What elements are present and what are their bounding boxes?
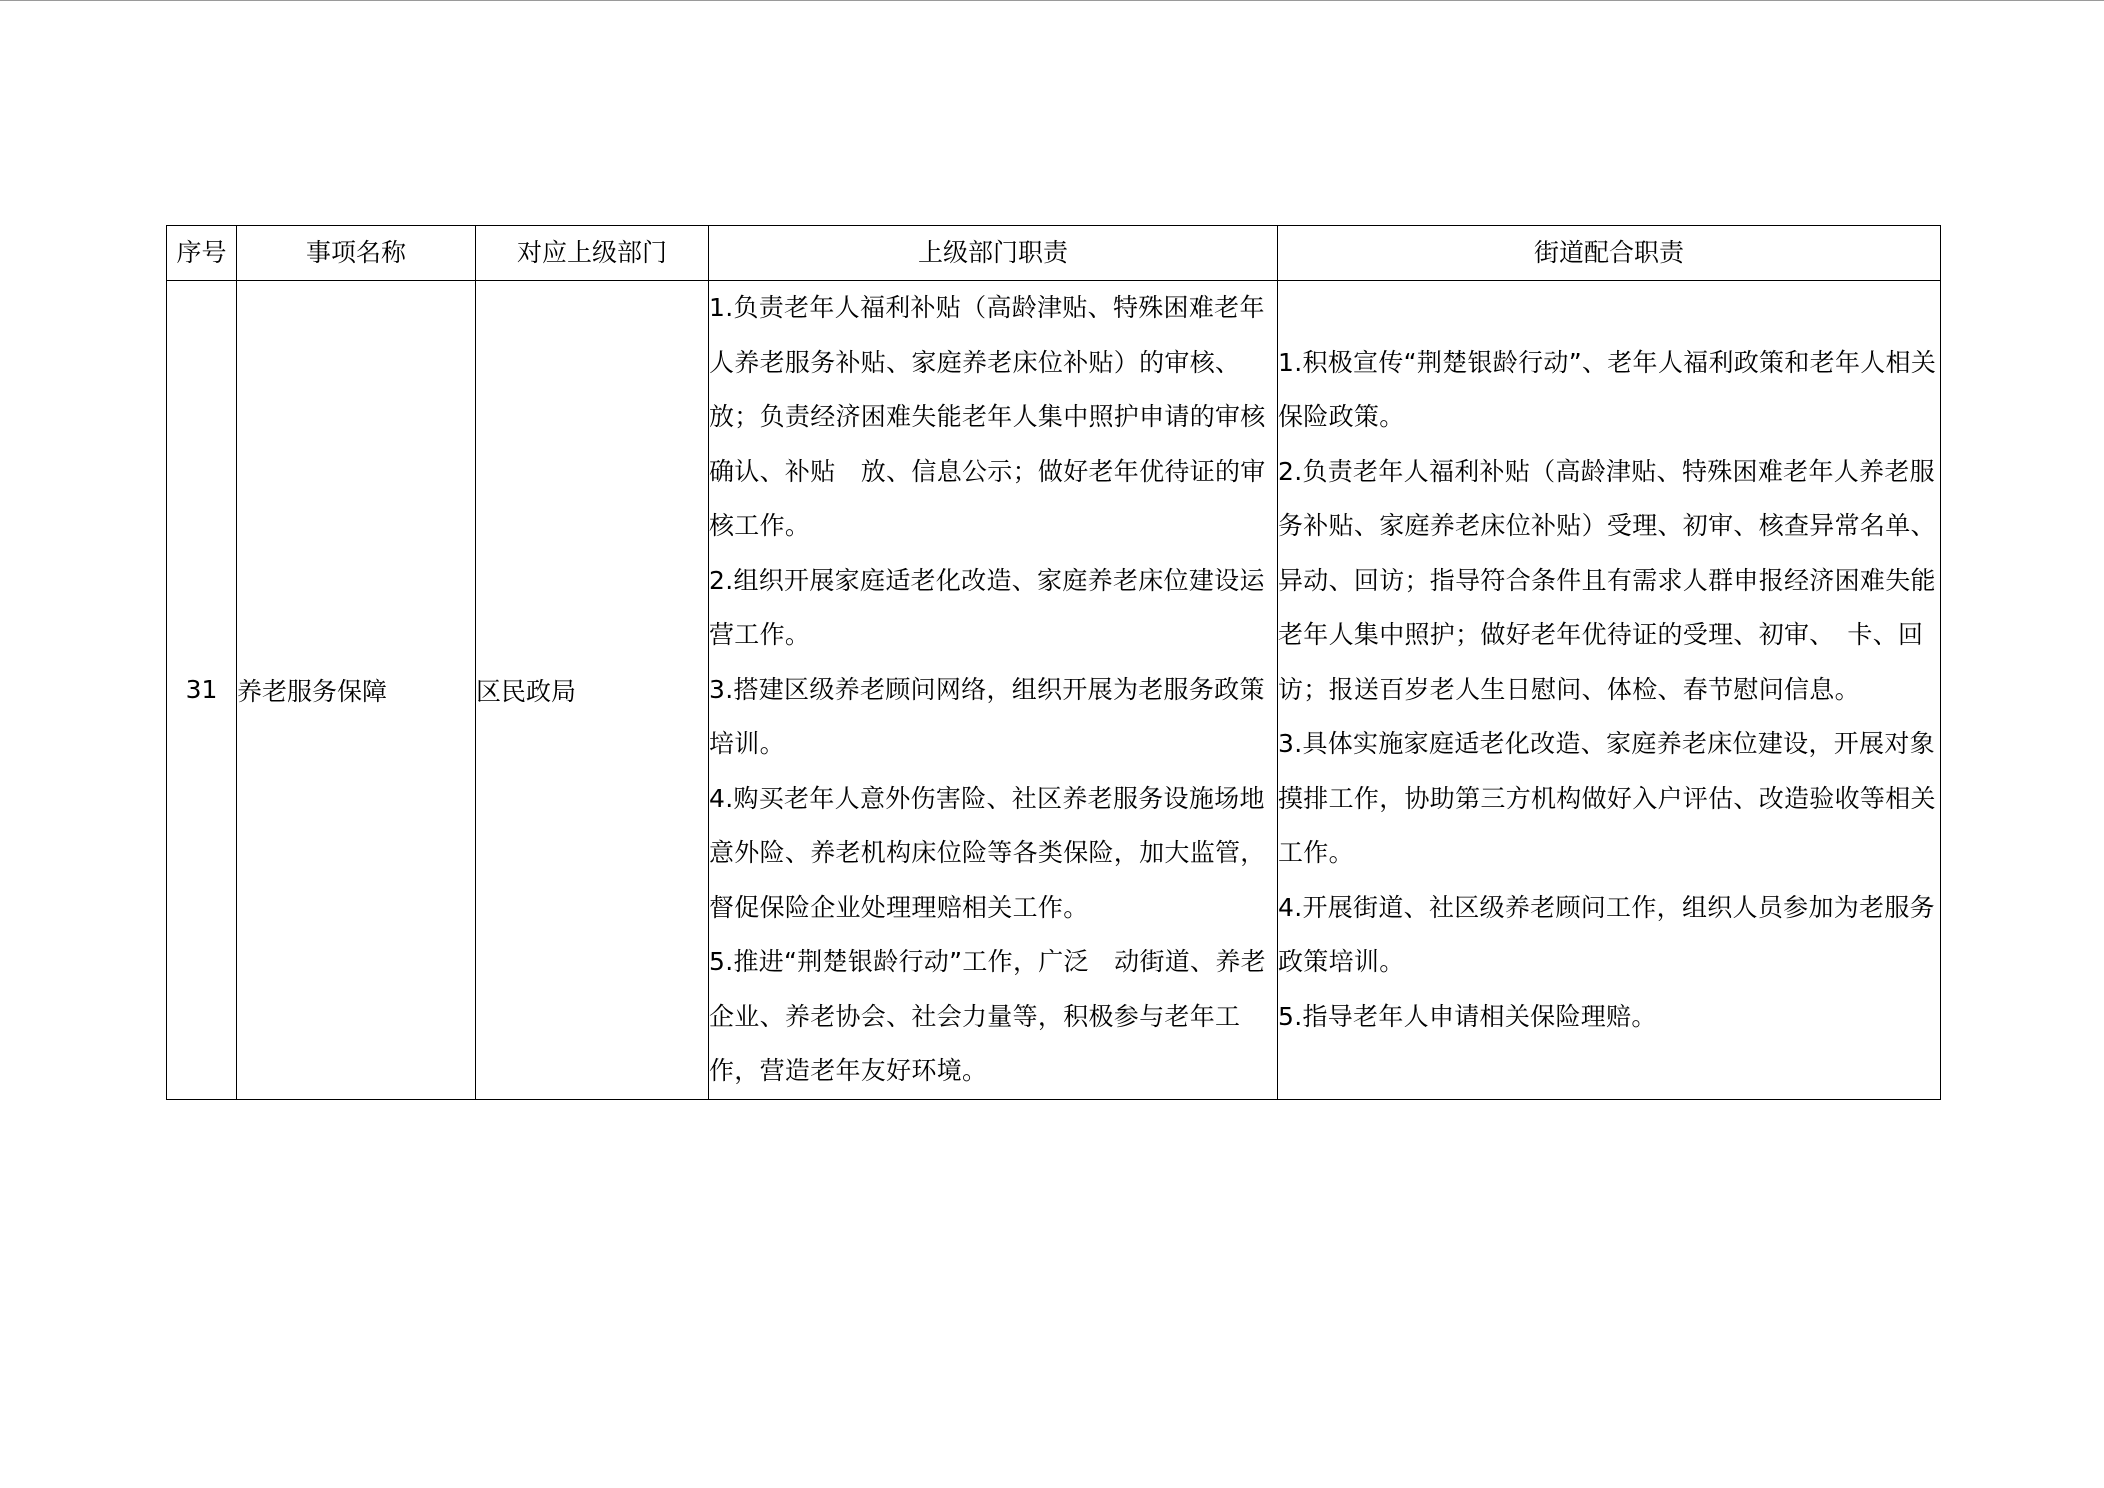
street-duty-1: 1.积极宣传“荆楚银龄行动”、老年人福利政策和老年人相关保险政策。	[1278, 347, 1937, 431]
header-item-name: 事项名称	[237, 226, 476, 281]
header-department: 对应上级部门	[476, 226, 709, 281]
street-duty-3: 3.具体实施家庭适老化改造、家庭养老床位建设，开展对象摸排工作，协助第三方机构做好入户评估、改造验收等相关工作。	[1278, 729, 1936, 867]
header-superior-duties: 上级部门职责	[709, 226, 1278, 281]
cell-item-name: 养老服务保障	[237, 281, 476, 1100]
street-duty-5: 5.指导老年人申请相关保险理赔。	[1278, 1001, 1657, 1031]
cell-superior-duties	[709, 281, 1278, 1100]
street-duty-4: 4.开展街道、社区级养老顾问工作，组织人员参加为老服务政策培训。	[1278, 892, 1935, 976]
cell-department: 区民政局	[476, 281, 709, 1100]
superior-duty-2: 2.组织开展家庭适老化改造、家庭养老床位建设运营工作。	[709, 565, 1265, 649]
header-street-duties: 街道配合职责	[1278, 226, 1941, 281]
table-row	[167, 281, 1941, 1100]
header-row	[167, 226, 1941, 281]
cell-street-duties	[1278, 281, 1941, 1100]
duty-table	[166, 225, 1941, 1100]
superior-duty-3: 3.搭建区级养老顾问网络，组织开展为老服务政策培训。	[709, 674, 1265, 758]
superior-duty-5: 5.推进“荆楚银龄行动”工作，广泛 动街道、养老企业、养老协会、社会力量等，积极参与老年工作，营造老年友好环境。	[709, 947, 1266, 1085]
page-top-edge	[0, 0, 2104, 1]
header-no: 序号	[167, 226, 237, 281]
superior-duty-4: 4.购买老年人意外伤害险、社区养老服务设施场地意外险、养老机构床位险等各类保险，加大监管，督促保险企业处理理赔相关工作。	[709, 783, 1266, 922]
superior-duty-1: 1.负责老年人福利补贴（高龄津贴、特殊困难老年人养老服务补贴、家庭养老床位补贴）的审核、 放；负责经济困难失能老年人集中照护申请的审核确认、补贴 放、信息公示；做好老年优待证的审核工作。	[709, 293, 1266, 540]
street-duty-2: 2.负责老年人福利补贴（高龄津贴、特殊困难老年人养老服务补贴、家庭养老床位补贴）受理、初审、核查异常名单、异动、回访；指导符合条件且有需求人群申报经济困难失能老年人集中照护；做好老年优待证的受理、初审、 卡、回访；报送百岁老人生日慰问、体检、春节慰问信息。	[1278, 456, 1936, 704]
cell-no: 31	[167, 281, 237, 1100]
